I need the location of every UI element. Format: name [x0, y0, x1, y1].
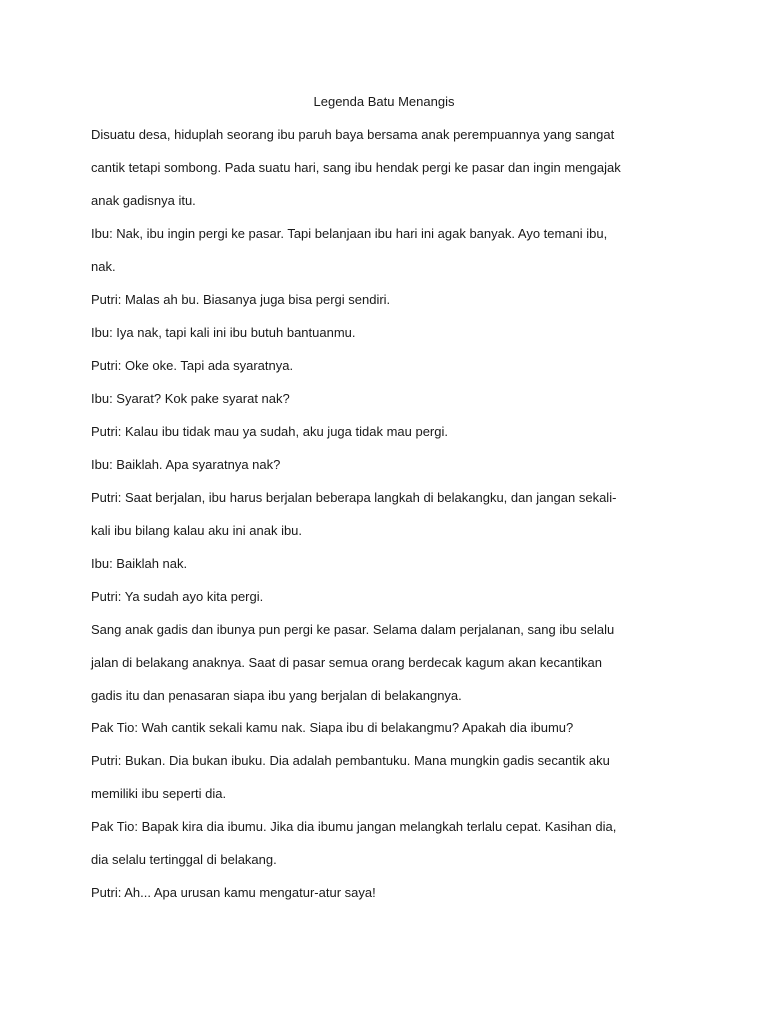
text-line: jalan di belakang anaknya. Saat di pasar semua orang berdecak kagum akan kecantikan	[91, 655, 602, 670]
document-title: Legenda Batu Menangis	[313, 94, 455, 109]
text-line: Ibu: Nak, ibu ingin pergi ke pasar. Tapi belanjaan ibu hari ini agak banyak. Ayo temani ibu,	[91, 226, 608, 241]
text-line: Putri: Oke oke. Tapi ada syaratnya.	[91, 358, 294, 373]
text-line: Putri: Saat berjalan, ibu harus berjalan beberapa langkah di belakangku, dan jangan sekali-	[91, 490, 617, 505]
text-line: Putri: Ya sudah ayo kita pergi.	[91, 589, 264, 604]
text-line: memiliki ibu seperti dia.	[91, 786, 227, 801]
text-line: cantik tetapi sombong. Pada suatu hari, sang ibu hendak pergi ke pasar dan ingin mengajak	[91, 160, 621, 175]
text-line: Putri: Malas ah bu. Biasanya juga bisa pergi sendiri.	[91, 292, 391, 307]
text-line: Putri: Ah... Apa urusan kamu mengatur-atur saya!	[91, 885, 376, 900]
text-line: kali ibu bilang kalau aku ini anak ibu.	[91, 523, 303, 538]
text-line: dia selalu tertinggal di belakang.	[91, 852, 277, 867]
text-line: Putri: Kalau ibu tidak mau ya sudah, aku juga tidak mau pergi.	[91, 424, 448, 439]
text-line: gadis itu dan penasaran siapa ibu yang berjalan di belakangnya.	[91, 688, 462, 703]
text-line: Ibu: Baiklah nak.	[91, 556, 188, 571]
text-line: nak.	[91, 259, 116, 274]
text-line: Putri: Bukan. Dia bukan ibuku. Dia adalah pembantuku. Mana mungkin gadis secantik aku	[91, 753, 610, 768]
text-line: anak gadisnya itu.	[91, 193, 196, 208]
text-line: Disuatu desa, hiduplah seorang ibu paruh baya bersama anak perempuannya yang sangat	[91, 127, 615, 142]
text-line: Ibu: Syarat? Kok pake syarat nak?	[91, 391, 290, 406]
text-line: Pak Tio: Wah cantik sekali kamu nak. Siapa ibu di belakangmu? Apakah dia ibumu?	[91, 720, 574, 735]
text-line: Sang anak gadis dan ibunya pun pergi ke pasar. Selama dalam perjalanan, sang ibu selalu	[91, 622, 615, 637]
text-line: Pak Tio: Bapak kira dia ibumu. Jika dia ibumu jangan melangkah terlalu cepat. Kasihan dia,	[91, 819, 617, 834]
text-line: Ibu: Baiklah. Apa syaratnya nak?	[91, 457, 281, 472]
text-line: Ibu: Iya nak, tapi kali ini ibu butuh bantuanmu.	[91, 325, 356, 340]
